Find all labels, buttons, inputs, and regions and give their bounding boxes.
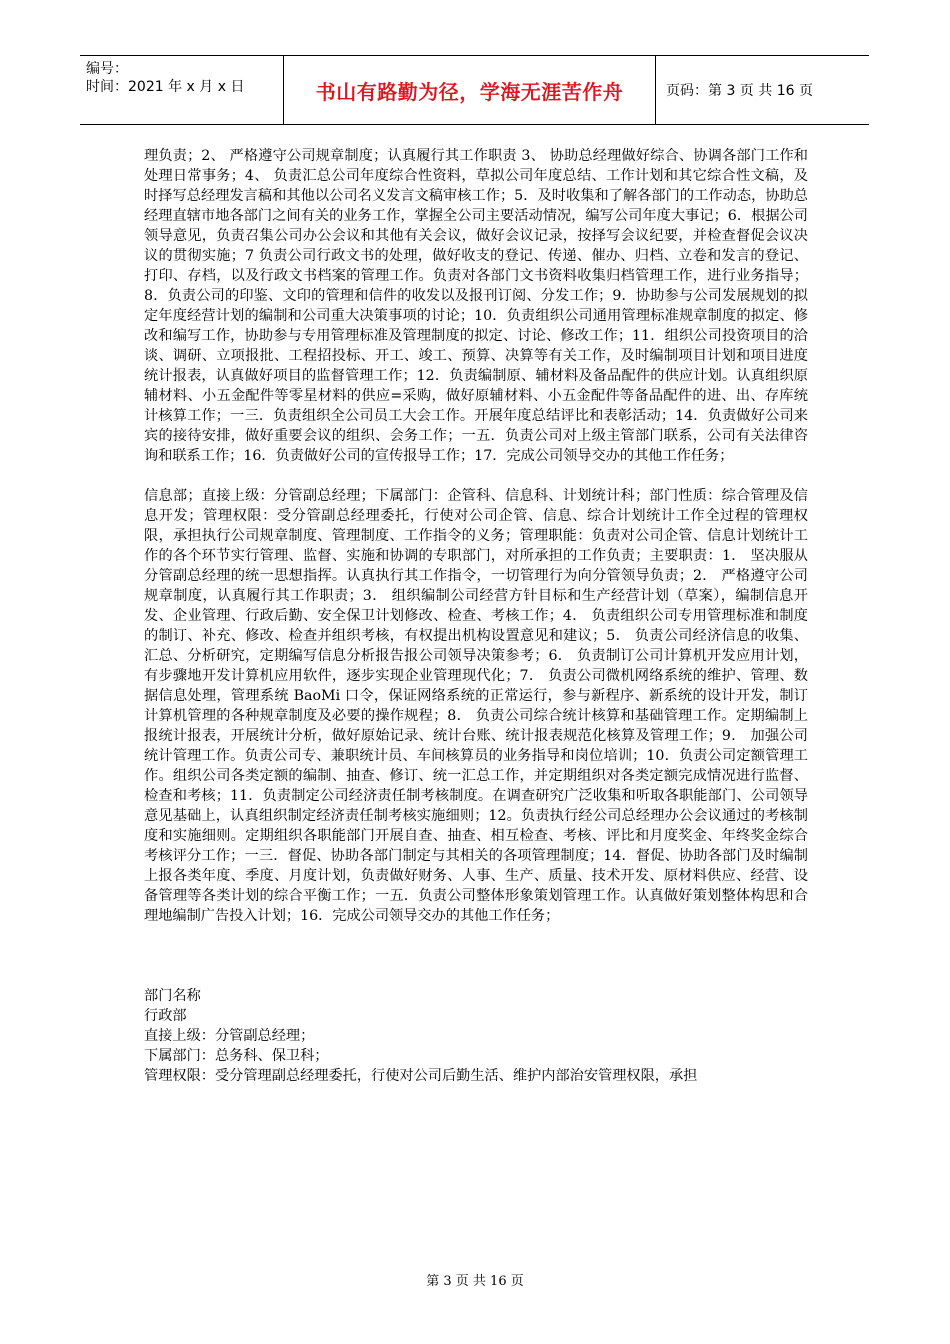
body-line-dept-name: 行政部 (144, 1008, 187, 1024)
page-footer: 第 3 页 共 16 页 (426, 1274, 524, 1289)
body-paragraph-2: 信息部；直接上级：分管副总经理；下属部门：企管科、信息科、计划统计科；部门性质：综合管理及信息开发；管理权限：受分管副总经理委托，行使对公司企管、信息、综合计划统计工作全过程的管理权限，承担执行公司规章制度、管理制度、工作指令的义务；管理职能：负责对公司企管、信息计划统计工作的各个环节实行管理、监督、实施和协调的专职部门，对所承担的工作负责；主要职责：1． 坚决服从分管副总经理的统一思想指挥。认真执行其工作指令，一切管理行为向分管领导负责；2． 严格遵守公司规章制度，认真履行其工作职责；3． 组织编制公司经营方针目标和生产经营计划（草案），编制信息开发、企业管理、行政后勤、安全保卫计划修改、检查、考核工作；4． 负责组织公司专用管理标准和制度的制订、补充、修改、检查并组织考核，有权提出机构设置意见和建议；5． 负责公司经济信息的收集、汇总、分析研究，定期编写信息分析报告报公司领导决策参考；6． 负责制订公司计算机开发应用计划，有步骤地开发计算机应用软件，逐步实现企业管理现代化；7． 负责公司微机网络系统的维护、管理、数据信息处理，管理系统 BaoMi 口令，保证网络系统的正常运行，参与新程序、新系统的设计开发，制订计算机管理的各种规章制度及必要的操作规程；8． 负责公司综合统计核算和基础管理工作。定期编制上报统计报表，开展统计分析，做好原始记录、统计台账、统计报表规范化核算及管理工作；9． 加强公司统计管理工作。负责公司专、兼职统计员、车间核算员的业务指导和岗位培训；10．负责公司定额管理工作。组织公司各类定额的编制、抽查、修订、统一汇总工作，并定期组织对各类定额完成情况进行监督、检查和考核；11．负责制定公司经济责任制考核制度。在调查研究广泛收集和听取各职能部门、公司领导意见基础上，认真组织制定经济责任制考核实施细则；12。负责执行经公司总经理办公会议通过的考核制度和实施细则。定期组织各职能部门开展自查、抽查、相互检查、考核、评比和月度奖金、年终奖金综合考核评分工作；一三．督促、协助各部门制定与其相关的各项管理制度；14．督促、协助各部门及时编制上报各类年度、季度、月度计划，负责做好财务、人事、生产、质量、技术开发、原材料供应、经营、设备管理等各类计划的综合平衡工作；一五．负责公司整体形象策划管理工作。认真做好策划整体构思和合理地编制广告投入计划；16．完成公司领导交办的其他工作任务； (144, 488, 808, 924)
page-header (80, 55, 869, 125)
body-line-authority: 管理权限：受分管理副总经理委托，行使对公司后勤生活、维护内部治安管理权限，承担 (144, 1068, 698, 1084)
spacer (144, 926, 808, 986)
body-line-subordinate-depts: 下属部门：总务科、保卫科； (144, 1048, 329, 1064)
body-line-direct-superior: 直接上级：分管副总经理； (144, 1028, 315, 1044)
header-meta (80, 56, 284, 124)
document-time-label: 时间：2021 年 x 月 x 日 (86, 79, 245, 95)
body-paragraph-1: 理负责；2、 严格遵守公司规章制度；认真履行其工作职责 3、 协助总经理做好综合、协调各部门工作和处理日常事务；4、 负责汇总公司年度综合性资料，草拟公司年度总结、工作计划和其它综合性文稿，及时择写总经理发言稿和其他以公司名义发言文稿审核工作；5．及时收集和了解各部门的工作动态，协助总经理直辖市地各部门之间有关的业务工作，掌握全公司主要活动情况，编写公司年度大事记；6．根据公司领导意见，负责召集公司办公会议和其他有关会议，做好会议记录，按择写会议纪要，并检查督促会议决议的贯彻实施；7 负责公司行政文书的处理，做好收支的登记、传递、催办、归档、立卷和发言的登记、打印、存档，以及行政文书档案的管理工作。负责对各部门文书资料收集归档管理工作，进行业务指导；8．负责公司的印鉴、文印的管理和信件的收发以及报刊订阅、分发工作；9．协助参与公司发展规划的拟定年度经营计划的编制和公司重大决策事项的讨论；10．负责组织公司通用管理标准规章制度的拟定、修改和编写工作，协助参与专用管理标准及管理制度的拟定、讨论、修改工作；11．组织公司投资项目的洽谈、调研、立项报批、工程招投标、开工、竣工、预算、决算等有关工作，及时编制项目计划和项目进度统计报表，认真做好项目的监督管理工作；12．负责编制原、辅材料及备品配件的供应计划。认真组织原辅材料、小五金配件等零星材料的供应=采购，做好原辅材料、小五金配件等备品配件的进、出、存库统计核算工作；一三．负责组织全公司员工大会工作。开展年度总结评比和表彰活动；14．负责做好公司来宾的接待安排，做好重要会议的组织、会务工作；一五．负责公司对上级主管部门联系，公司有关法律咨询和联系工作；16．负责做好公司的宣传报导工作；17．完成公司领导交办的其他工作任务； (144, 148, 808, 464)
body-line-dept-name-label: 部门名称 (144, 988, 201, 1004)
header-motto: 书山有路勤为径，学海无涯苦作舟 (284, 56, 656, 124)
document-body (144, 146, 808, 1086)
document-number-label: 编号： (86, 61, 128, 77)
header-page-label: 页码：第 3 页 共 16 页 (666, 83, 813, 99)
